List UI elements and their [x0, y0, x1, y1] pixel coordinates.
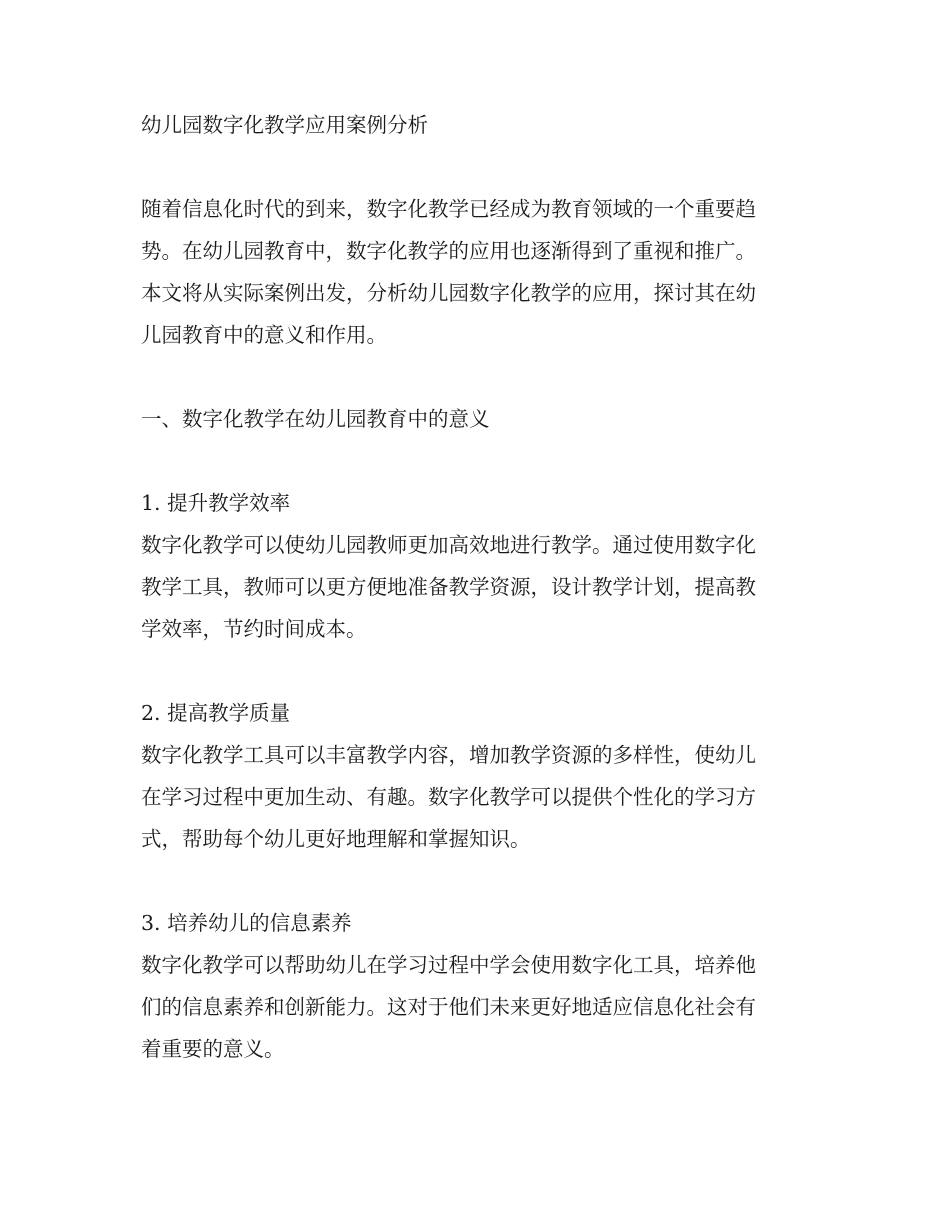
- intro-line: 随着信息化时代的到来，数字化教学已经成为教育领域的一个重要趋: [141, 197, 756, 221]
- intro-line: 本文将从实际案例出发，分析幼儿园数字化教学的应用，探讨其在幼: [141, 281, 756, 305]
- intro-paragraph: [141, 188, 805, 356]
- point-line: 着重要的意义。: [141, 1037, 285, 1061]
- point-line: 式，帮助每个幼儿更好地理解和掌握知识。: [141, 827, 531, 851]
- point-heading: 3. 培养幼儿的信息素养: [141, 911, 352, 935]
- intro-line: 势。在幼儿园教育中，数字化教学的应用也逐渐得到了重视和推广。: [141, 239, 756, 263]
- point-block-2: [141, 692, 805, 860]
- point-block-3: [141, 902, 805, 1070]
- point-heading: 2. 提高教学质量: [141, 701, 291, 725]
- section-heading: 一、数字化教学在幼儿园教育中的意义: [141, 407, 490, 431]
- document-body: [141, 104, 805, 1112]
- point-line: 在学习过程中更加生动、有趣。数字化教学可以提供个性化的学习方: [141, 785, 756, 809]
- point-line: 数字化教学可以使幼儿园教师更加高效地进行教学。通过使用数字化: [141, 533, 756, 557]
- point-line: 数字化教学工具可以丰富教学内容，增加教学资源的多样性，使幼儿: [141, 743, 756, 767]
- intro-line: 儿园教育中的意义和作用。: [141, 323, 387, 347]
- point-line: 们的信息素养和创新能力。这对于他们未来更好地适应信息化社会有: [141, 995, 756, 1019]
- point-line: 教学工具，教师可以更方便地准备教学资源，设计教学计划，提高教: [141, 575, 756, 599]
- point-line: 学效率，节约时间成本。: [141, 617, 367, 641]
- point-heading: 1. 提升教学效率: [141, 491, 291, 515]
- point-block-1: [141, 482, 805, 650]
- document-title: 幼儿园数字化教学应用案例分析: [141, 113, 428, 137]
- point-line: 数字化教学可以帮助幼儿在学习过程中学会使用数字化工具，培养他: [141, 953, 756, 977]
